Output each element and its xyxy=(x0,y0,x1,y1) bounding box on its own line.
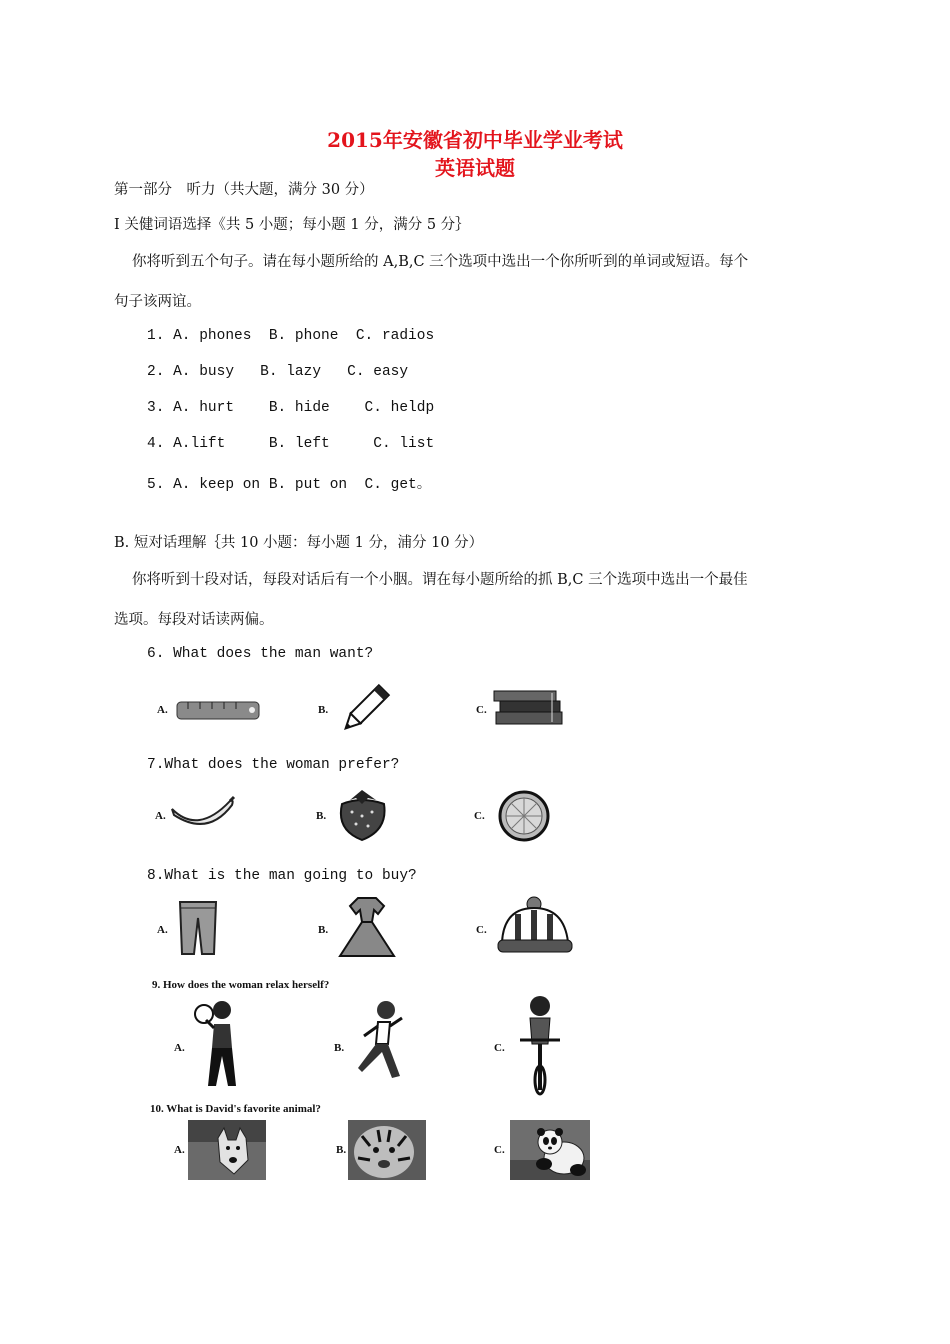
banana-icon xyxy=(168,795,236,835)
volleyball-girl-icon xyxy=(192,996,246,1096)
section-b-instruction-1: 你将听到十段对话，每段对话后有一个小胭。谓在每小题所给的抓 B,C 三个选项中选出一个最佳 xyxy=(132,572,748,588)
question-10: 10. What is David's favorite animal? xyxy=(150,1103,321,1115)
ruler-icon xyxy=(176,700,262,722)
jeans-icon xyxy=(174,900,222,956)
option-label: C. xyxy=(474,810,485,822)
list-item: 2. A. busy B. lazy C. easy xyxy=(147,364,409,380)
question-9: 9. How does the woman relax herself? xyxy=(152,979,330,991)
option-label: C. xyxy=(476,704,487,716)
list-item: 1. A. phones B. phone C. radios xyxy=(147,328,435,344)
books-icon xyxy=(492,688,568,728)
hat-icon xyxy=(494,896,576,958)
list-item: 3. A. hurt B. hide C. heldp xyxy=(147,400,435,416)
exam-title: 2015年安徽省初中毕业学业考试 xyxy=(327,128,623,152)
running-girl-icon xyxy=(350,998,410,1090)
tiger-photo-icon xyxy=(348,1120,426,1180)
option-label: A. xyxy=(155,810,166,822)
option-label: B. xyxy=(316,810,327,822)
option-label: A. xyxy=(157,924,168,936)
section-i-instruction-1: 你将听到五个句子。请在每小题所给的 A,B,C 三个选项中选出一个你所听到的单词或短语。每个 xyxy=(132,254,749,270)
orange-icon xyxy=(492,788,552,844)
option-label: A. xyxy=(174,1042,185,1054)
section-b-heading: B. 短对话理解｛共 10 小题：每小题 1 分，浦分 10 分） xyxy=(114,535,484,551)
option-label: B. xyxy=(318,704,329,716)
section-i-heading: I 关健词语选择《共 5 小题；每小题 1 分，满分 5 分｝ xyxy=(114,217,470,233)
question-6: 6. What does the man want? xyxy=(147,646,374,662)
list-item: 5. A. keep on B. put on C. get。 xyxy=(147,477,432,493)
dress-icon xyxy=(332,896,402,960)
option-label: A. xyxy=(174,1144,185,1156)
pencil-icon xyxy=(336,680,392,740)
part1-heading: 第一部分 听力（共大题，满分 30 分） xyxy=(114,182,374,198)
section-b-instruction-2: 选项。每段对话读两偏。 xyxy=(114,612,274,628)
dog-photo-icon xyxy=(188,1120,266,1180)
option-label: C. xyxy=(494,1144,505,1156)
cycling-girl-icon xyxy=(516,994,566,1096)
question-7: 7.What does the woman prefer? xyxy=(147,757,400,773)
option-label: B. xyxy=(336,1144,347,1156)
question-8: 8.What is the man going to buy? xyxy=(147,868,417,884)
section-i-instruction-2: 句子该两谊。 xyxy=(114,294,201,310)
option-label: A. xyxy=(157,704,168,716)
option-label: B. xyxy=(318,924,329,936)
panda-photo-icon xyxy=(510,1120,590,1180)
strawberry-icon xyxy=(332,786,394,844)
option-label: B. xyxy=(334,1042,345,1054)
option-label: C. xyxy=(494,1042,505,1054)
exam-subtitle: 英语试题 xyxy=(435,156,515,180)
option-label: C. xyxy=(476,924,487,936)
list-item: 4. A.lift B. left C. list xyxy=(147,436,435,452)
